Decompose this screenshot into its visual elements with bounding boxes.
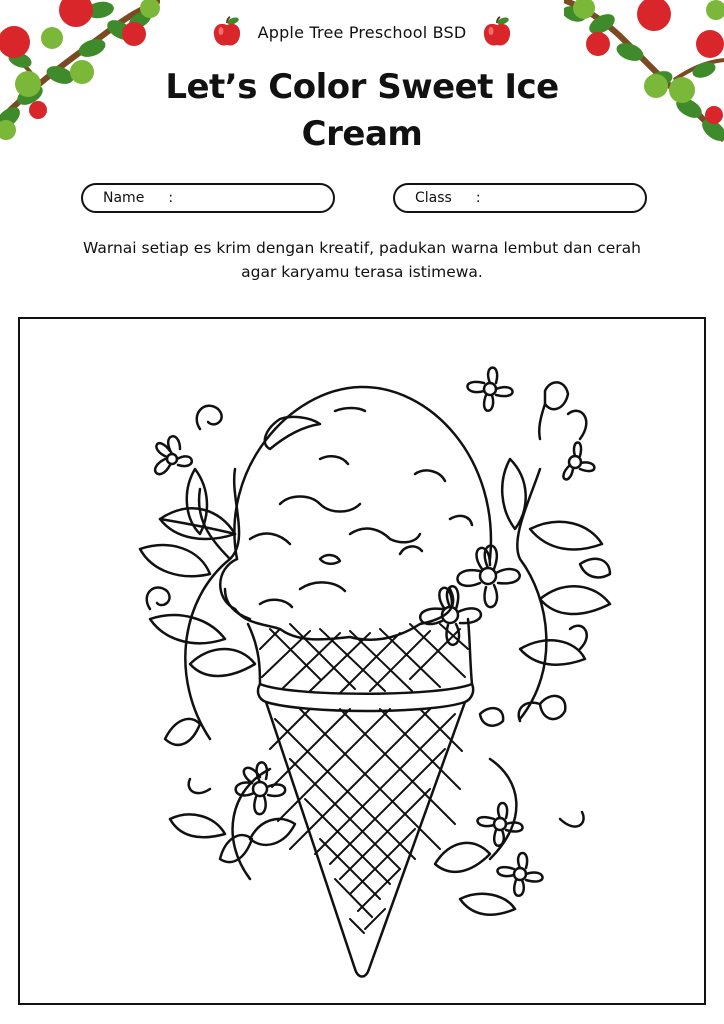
coloring-frame <box>18 317 706 1005</box>
flower-icon <box>155 436 192 474</box>
flower-icon <box>236 762 285 814</box>
school-header <box>0 16 724 48</box>
name-label: Name <box>103 190 145 206</box>
apple-icon <box>482 16 512 48</box>
ice-cream-cone-illustration <box>20 319 704 1003</box>
instructions-text: Warnai setiap es krim dengan kreatif, padukan warna lembut dan cerah agar karyamu terasa istimewa. <box>83 239 641 281</box>
apple-icon <box>212 16 242 48</box>
school-name: Apple Tree Preschool BSD <box>257 22 467 42</box>
flower-icon <box>563 442 594 479</box>
leaf-icon <box>160 508 235 539</box>
class-field[interactable] <box>393 183 647 213</box>
name-separator: : <box>168 190 174 206</box>
flower-icon <box>467 368 512 411</box>
flower-icon <box>497 853 542 896</box>
flower-icon <box>420 586 481 645</box>
class-label: Class <box>415 190 452 206</box>
page-title: Let’s Color Sweet Ice Cream <box>165 67 559 154</box>
name-field[interactable] <box>81 183 335 213</box>
class-separator: : <box>475 190 481 206</box>
flower-icon <box>457 546 519 607</box>
